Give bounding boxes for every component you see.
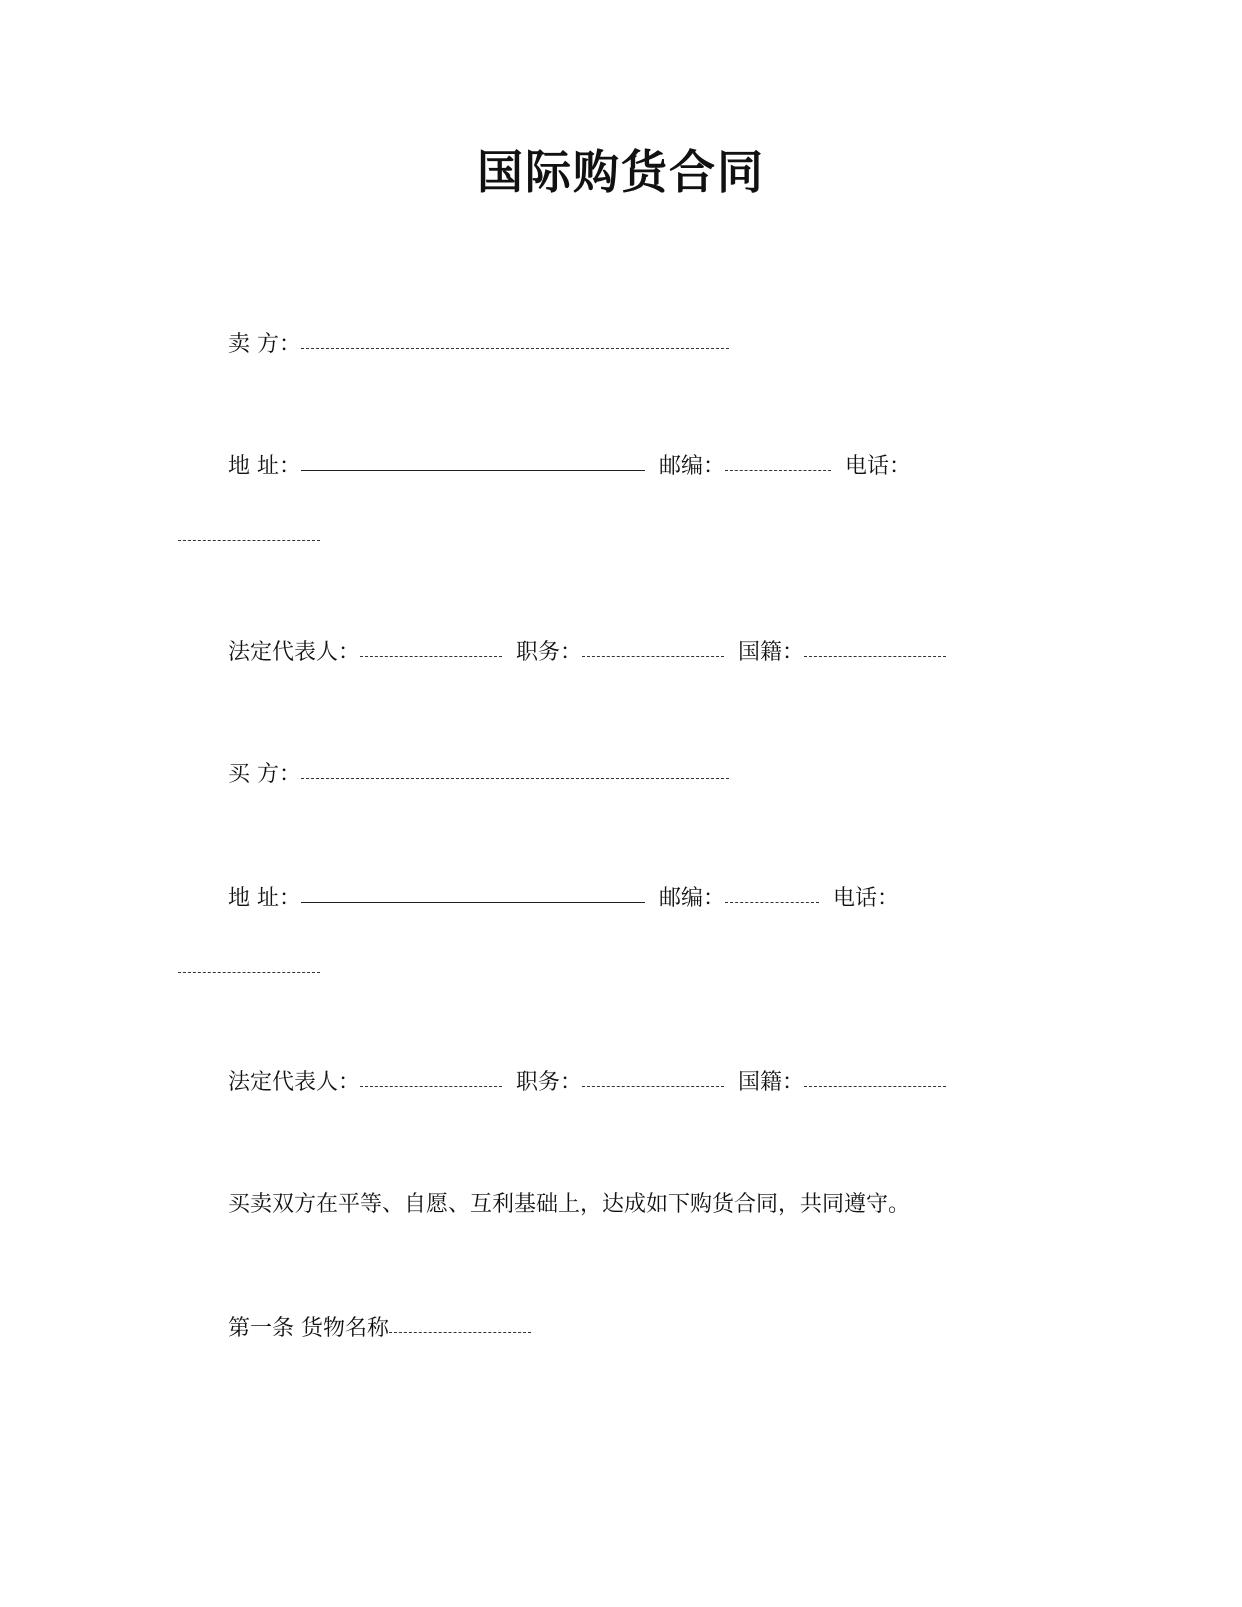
preamble: 买卖双方在平等、自愿、互利基础上，达成如下购货合同，共同遵守。 — [228, 1192, 911, 1217]
seller-line — [228, 330, 729, 360]
buyer-position-label: 职务： — [516, 1070, 583, 1095]
goods-name-blank[interactable] — [389, 1331, 531, 1333]
buyer-position-blank[interactable] — [582, 1085, 724, 1087]
seller-name-blank[interactable] — [301, 347, 729, 349]
document-title: 国际购货合同 — [477, 145, 765, 199]
seller-phone-blank[interactable] — [178, 539, 320, 541]
buyer-nationality-label: 国籍： — [738, 1070, 805, 1095]
buyer-label: 买 方： — [228, 762, 301, 787]
seller-rep-blank[interactable] — [360, 655, 502, 657]
seller-address-label: 地 址： — [228, 454, 301, 479]
buyer-zip-blank[interactable] — [725, 901, 819, 903]
seller-position-blank[interactable] — [582, 655, 724, 657]
buyer-address-label: 地 址： — [228, 886, 301, 911]
seller-label: 卖 方： — [228, 332, 301, 357]
seller-rep-line — [228, 638, 946, 668]
seller-zip-blank[interactable] — [725, 469, 831, 471]
seller-nationality-label: 国籍： — [738, 640, 805, 665]
buyer-rep-label: 法定代表人： — [228, 1070, 361, 1095]
buyer-nationality-blank[interactable] — [804, 1085, 946, 1087]
seller-position-label: 职务： — [516, 640, 583, 665]
buyer-phone-continuation — [178, 954, 320, 984]
seller-rep-label: 法定代表人： — [228, 640, 361, 665]
seller-address-blank[interactable] — [301, 469, 645, 471]
buyer-rep-blank[interactable] — [360, 1085, 502, 1087]
buyer-rep-line — [228, 1068, 946, 1098]
buyer-address-line — [228, 884, 899, 914]
seller-zip-label: 邮编： — [659, 454, 726, 479]
buyer-address-blank[interactable] — [301, 901, 645, 903]
buyer-line — [228, 760, 729, 790]
buyer-zip-label: 邮编： — [659, 886, 726, 911]
article-1-line — [228, 1314, 531, 1344]
seller-phone-label: 电话： — [845, 454, 912, 479]
seller-nationality-blank[interactable] — [804, 655, 946, 657]
seller-phone-continuation — [178, 522, 320, 552]
buyer-phone-blank[interactable] — [178, 971, 320, 973]
buyer-name-blank[interactable] — [301, 777, 729, 779]
article-1-label: 第一条 货物名称 — [228, 1316, 389, 1341]
buyer-phone-label: 电话： — [833, 886, 900, 911]
seller-address-line — [228, 452, 911, 482]
